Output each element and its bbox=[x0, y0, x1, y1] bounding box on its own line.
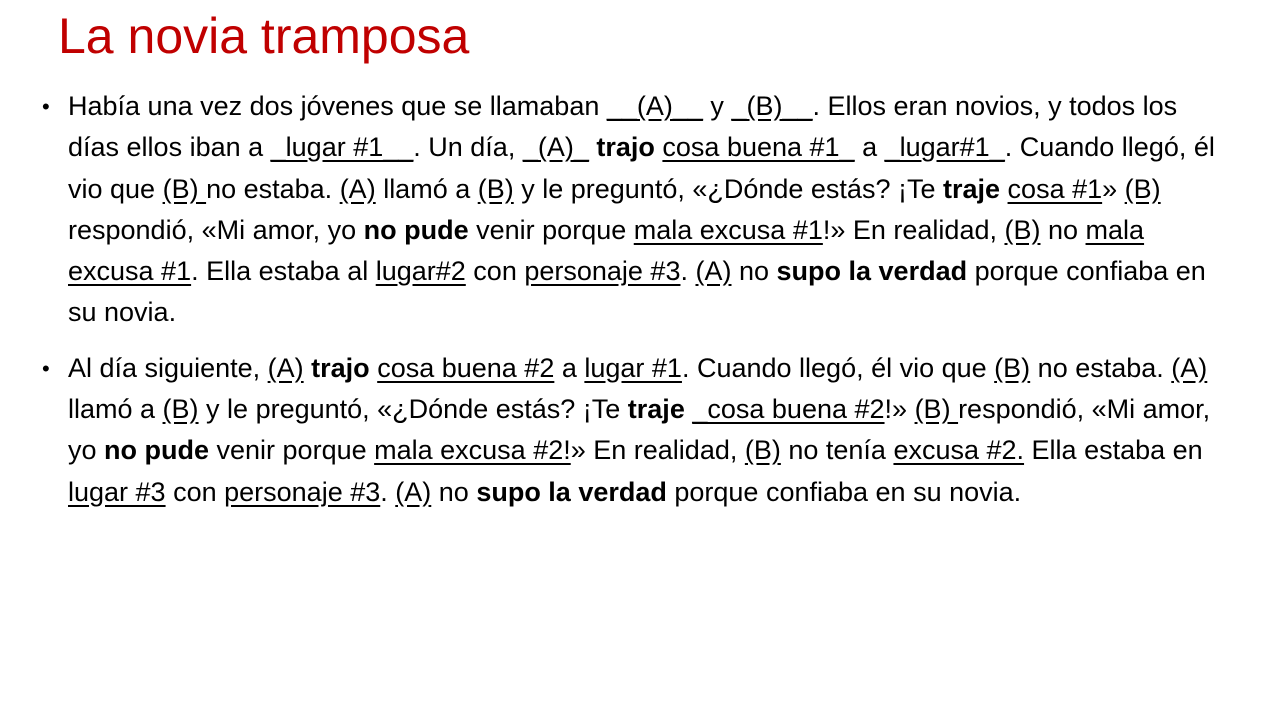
blank-placeholder: cosa #1 bbox=[1007, 173, 1103, 204]
blank-placeholder: (B) bbox=[162, 173, 207, 204]
blank-placeholder: (A) bbox=[267, 352, 304, 383]
blank-placeholder: cosa buena #2 bbox=[377, 352, 555, 383]
blank-placeholder: (B) bbox=[914, 394, 959, 425]
text-run: . bbox=[380, 476, 396, 507]
text-run: . Ella estaba al bbox=[191, 256, 376, 287]
blank-placeholder: (B) bbox=[1004, 214, 1041, 245]
text-run: » bbox=[1102, 173, 1125, 204]
text-run: no estaba. bbox=[206, 173, 340, 204]
text-run: » En realidad, bbox=[570, 435, 745, 466]
bold-verb: traje bbox=[942, 173, 1001, 204]
text-run: venir porque bbox=[209, 435, 375, 466]
blank-placeholder: (B) bbox=[162, 394, 199, 425]
text-run: !» En realidad, bbox=[822, 214, 1005, 245]
blank-placeholder: personaje #3 bbox=[224, 476, 381, 507]
text-run: no bbox=[431, 476, 477, 507]
text-run: no estaba. bbox=[1030, 352, 1172, 383]
text-run: y bbox=[702, 91, 732, 121]
blank-placeholder: personaje #3 bbox=[524, 256, 681, 287]
blank-placeholder: _lugar#1_ bbox=[884, 132, 1005, 163]
bold-verb: traje bbox=[627, 394, 685, 425]
text-run: . Un día, bbox=[413, 132, 523, 163]
blank-placeholder: excusa #2. bbox=[893, 435, 1025, 466]
blank-placeholder: __(A)__ bbox=[606, 91, 703, 121]
text-run: . Cuando llegó, él vio que bbox=[68, 132, 1215, 204]
bullet-paragraph bbox=[42, 86, 1232, 334]
text-run: Había una vez dos jóvenes que se llamaban bbox=[68, 91, 607, 121]
blank-placeholder: _(A)_ bbox=[522, 132, 589, 163]
text-run: y le preguntó, «¿Dónde estás? ¡Te bbox=[513, 173, 943, 204]
blank-placeholder: (B) bbox=[477, 173, 514, 204]
text-run: Al día siguiente, bbox=[68, 352, 268, 383]
slide-title: La novia tramposa bbox=[58, 8, 470, 64]
blank-placeholder: _cosa buena #2 bbox=[692, 394, 885, 425]
text-run: venir porque bbox=[468, 214, 634, 245]
bullet-icon: • bbox=[42, 355, 50, 381]
blank-placeholder: (B) bbox=[744, 435, 781, 466]
text-run: a bbox=[854, 132, 885, 163]
bullet-paragraph bbox=[42, 348, 1232, 513]
blank-placeholder: (B) bbox=[994, 352, 1031, 383]
text-run: . Cuando llegó, él vio que bbox=[681, 352, 995, 383]
text-run: respondió, «Mi amor, yo bbox=[68, 394, 1211, 466]
text-run: !» bbox=[884, 394, 915, 425]
text-run: con bbox=[465, 256, 525, 287]
text-run: llamó a bbox=[375, 173, 478, 204]
blank-placeholder: mala excusa #1 bbox=[68, 214, 1145, 287]
blank-placeholder: _(B)__ bbox=[731, 91, 813, 121]
text-run: a bbox=[554, 352, 585, 383]
text-run: Ella estaba en bbox=[1024, 435, 1203, 466]
blank-placeholder: (A) bbox=[339, 173, 376, 204]
text-run: llamó a bbox=[68, 394, 163, 425]
text-run: con bbox=[165, 476, 225, 507]
blank-placeholder: cosa buena #1_ bbox=[662, 132, 855, 163]
bold-verb: no pude bbox=[104, 435, 210, 466]
bold-verb: supo la verdad bbox=[776, 256, 968, 287]
text-run: no bbox=[1040, 214, 1086, 245]
text-run: . Ellos eran novios, y todos los días ellos iban a bbox=[68, 91, 1178, 163]
paragraph-text bbox=[68, 353, 1210, 507]
text-run: porque confiaba en su novia. bbox=[666, 476, 1022, 507]
blank-placeholder: lugar #3 bbox=[68, 476, 166, 507]
text-run: . bbox=[680, 256, 696, 287]
paragraph-text bbox=[68, 91, 1215, 327]
bold-verb: trajo bbox=[311, 352, 370, 383]
bold-verb: no pude bbox=[363, 214, 469, 245]
bullet-list bbox=[42, 86, 1232, 513]
blank-placeholder: (B) bbox=[1124, 173, 1161, 204]
bold-verb: trajo bbox=[596, 132, 655, 163]
blank-placeholder: (A) bbox=[1171, 352, 1208, 383]
text-run: no bbox=[731, 256, 777, 287]
text-run: no tenía bbox=[780, 435, 894, 466]
blank-placeholder: mala excusa #1 bbox=[633, 214, 823, 245]
blank-placeholder: _lugar #1__ bbox=[270, 132, 414, 163]
blank-placeholder: mala excusa #2! bbox=[374, 435, 571, 466]
bullet-icon: • bbox=[42, 94, 50, 119]
text-run: y le preguntó, «¿Dónde estás? ¡Te bbox=[198, 394, 628, 425]
blank-placeholder: (A) bbox=[395, 476, 432, 507]
bold-verb: supo la verdad bbox=[476, 476, 667, 507]
blank-placeholder: lugar#2 bbox=[375, 256, 466, 287]
blank-placeholder: (A) bbox=[695, 256, 732, 287]
text-run: porque confiaba en su novia. bbox=[68, 256, 1206, 328]
text-run: respondió, «Mi amor, yo bbox=[68, 214, 364, 245]
blank-placeholder: lugar #1 bbox=[584, 352, 682, 383]
text-run bbox=[1000, 174, 1008, 204]
